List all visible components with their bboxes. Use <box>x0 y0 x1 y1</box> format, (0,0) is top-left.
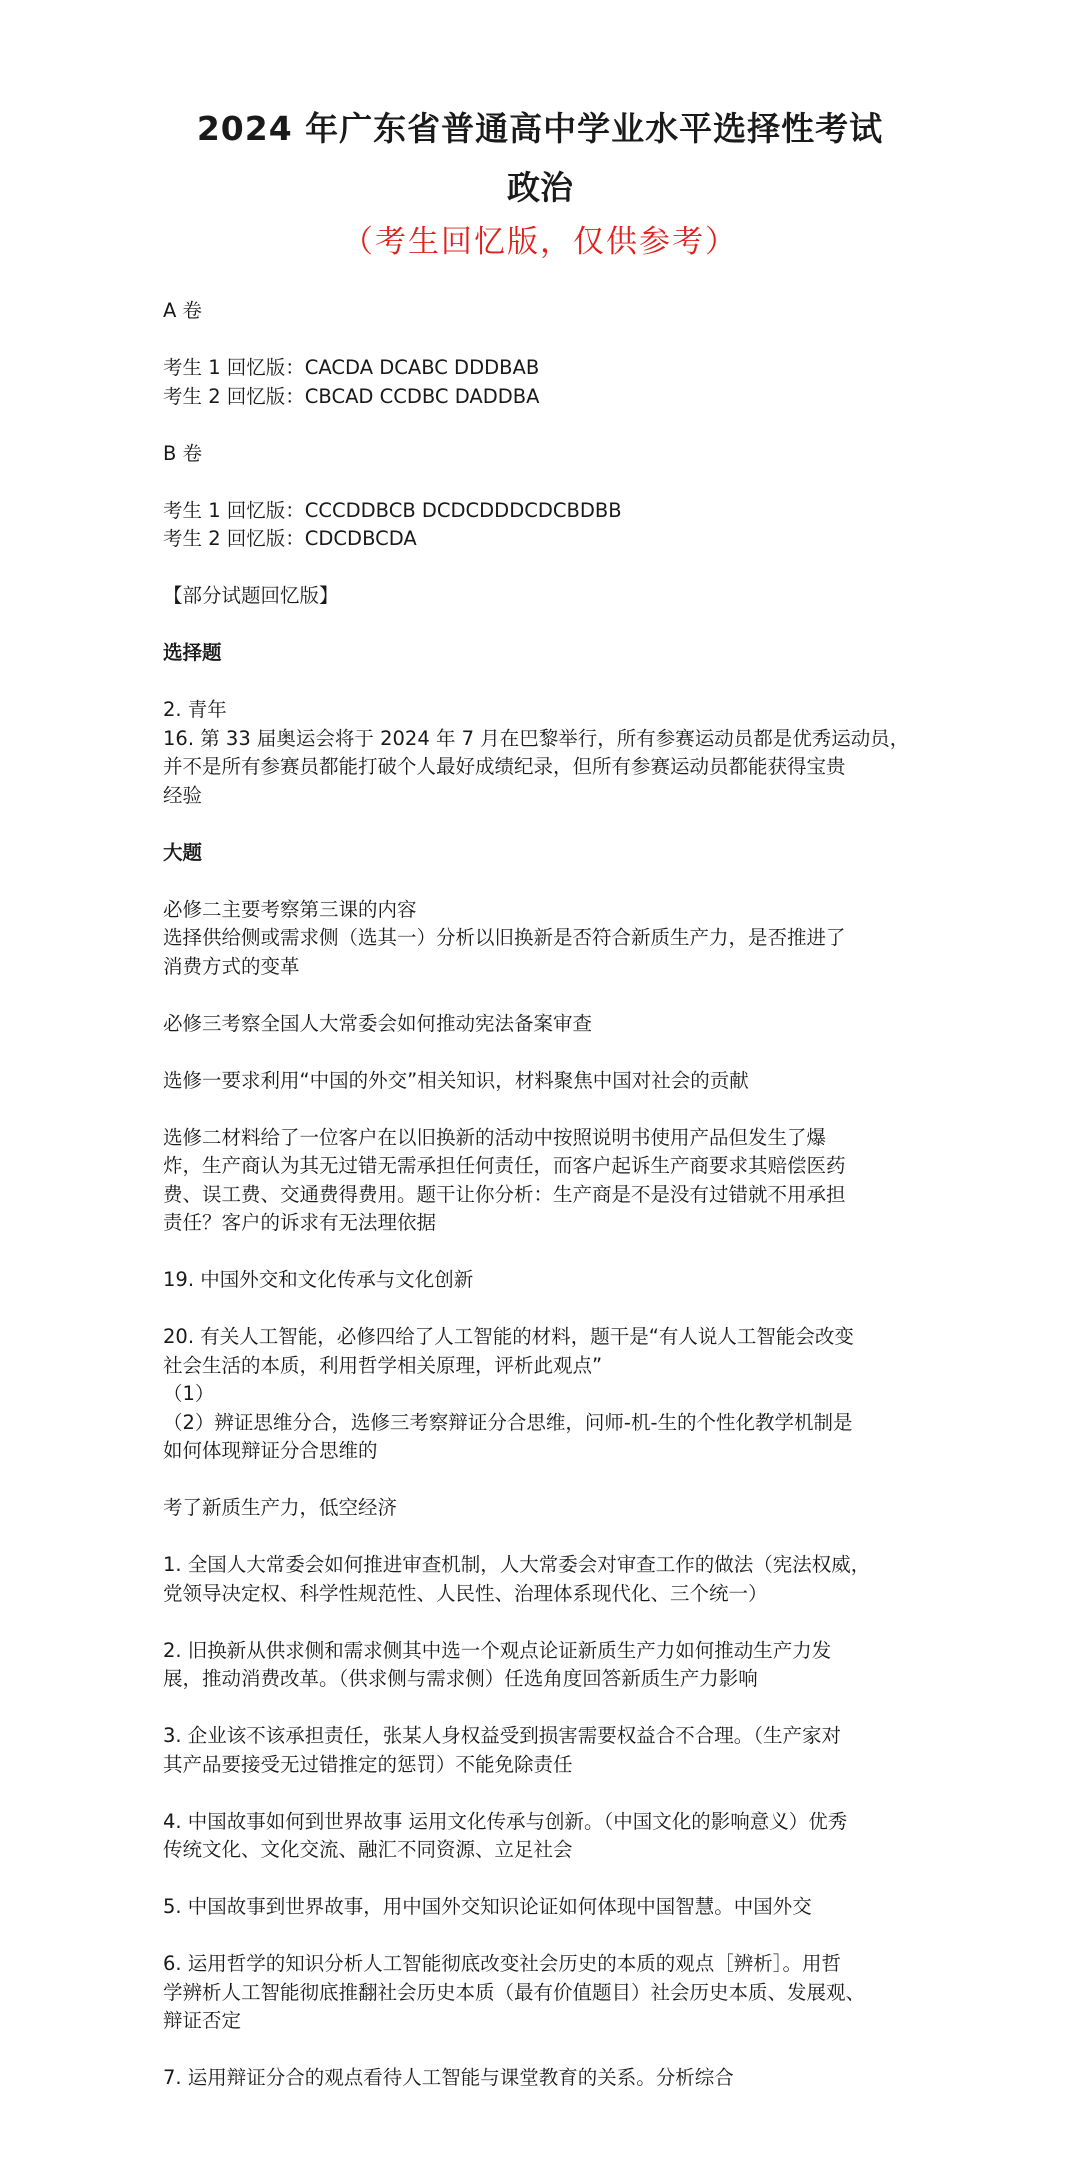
big-p4-line-3: 费、误工费、交通费得费用。题干让你分析：生产商是不是没有过错就不用承担 <box>163 1182 846 1206</box>
big-p1-line-2: 选择供给侧或需求侧（选其一）分析以旧换新是否符合新质生产力，是否推进了 <box>163 926 846 949</box>
paper-b-label: B 卷 <box>163 441 203 465</box>
big-p6-line-2: 社会生活的本质，利用哲学相关原理，评析此观点” <box>163 1353 603 1377</box>
list-item-6-line-3: 辩证否定 <box>163 2009 242 2032</box>
recall-note: （考生回忆版，仅供参考） <box>342 224 738 260</box>
choice-item-16-line-3: 经验 <box>163 783 203 807</box>
big-p4-line-4: 责任？客户的诉求有无法理依据 <box>163 1211 437 1234</box>
page-title: 2024 年广东省普通高中学业水平选择性考试 <box>196 109 884 148</box>
paper-a-answer-2: 考生 2 回忆版：CBCAD CCDBC DADDBA <box>163 384 540 408</box>
list-item-6-line-2: 学辨析人工智能彻底推翻社会历史本质（最有价值题目）社会历史本质、发展观、 <box>163 1980 866 2004</box>
big-question-heading: 大题 <box>163 840 203 864</box>
big-p4-line-1: 选修二材料给了一位客户在以旧换新的活动中按照说明书使用产品但发生了爆 <box>163 1125 827 1149</box>
big-p6-line-3: （1） <box>163 1382 215 1405</box>
big-p5: 19. 中国外交和文化传承与文化创新 <box>163 1268 474 1291</box>
choice-heading: 选择题 <box>163 641 222 664</box>
big-p1-line-1: 必修二主要考察第三课的内容 <box>163 897 417 921</box>
big-p1-line-3: 消费方式的变革 <box>163 954 300 978</box>
choice-item-2: 2. 青年 <box>163 698 227 721</box>
list-item-1-line-1: 1. 全国人大常委会如何推进审查机制，人大常委会对审查工作的做法（宪法权威， <box>163 1553 871 1576</box>
document-body <box>163 297 933 2093</box>
list-item-2-line-2: 展，推动消费改革。（供求侧与需求侧）任选角度回答新质生产力影响 <box>163 1667 758 1690</box>
big-p6-line-1: 20. 有关人工智能，必修四给了人工智能的材料，题干是“有人说人工智能会改变 <box>163 1325 854 1348</box>
recall-heading: 【部分试题回忆版】 <box>163 584 339 607</box>
big-p2: 必修三考察全国人大常委会如何推动宪法备案审查 <box>163 1011 593 1035</box>
big-p6-line-5: 如何体现辩证分合思维的 <box>163 1439 378 1462</box>
list-item-3-line-1: 3. 企业该不该承担责任，张某人身权益受到损害需要权益合不合理。（生产家对 <box>163 1724 842 1747</box>
big-p4-line-2: 炸，生产商认为其无过错无需承担任何责任，而客户起诉生产商要求其赔偿医药 <box>163 1154 846 1177</box>
list-item-2-line-1: 2. 旧换新从供求侧和需求侧其中选一个观点论证新质生产力如何推动生产力发 <box>163 1638 832 1662</box>
list-item-1-line-2: 党领导决定权、科学性规范性、人民性、治理体系现代化、三个统一） <box>163 1581 768 1605</box>
big-p7: 考了新质生产力，低空经济 <box>163 1496 398 1519</box>
big-p6-line-4: （2）辨证思维分合，选修三考察辩证分合思维，问师-机-生的个性化教学机制是 <box>163 1410 853 1434</box>
paper-a-label: A 卷 <box>163 299 203 322</box>
list-item-5: 5. 中国故事到世界故事，用中国外交知识论证如何体现中国智慧。中国外交 <box>163 1895 812 1918</box>
choice-item-16-line-2: 并不是所有参赛员都能打破个人最好成绩纪录，但所有参赛运动员都能获得宝贵 <box>163 755 846 778</box>
list-item-4-line-1: 4. 中国故事如何到世界故事 运用文化传承与创新。（中国文化的影响意义）优秀 <box>163 1809 848 1833</box>
list-item-7: 7. 运用辩证分合的观点看待人工智能与课堂教育的关系。分析综合 <box>163 2066 734 2089</box>
list-item-3-line-2: 其产品要接受无过错推定的惩罚）不能免除责任 <box>163 1752 573 1776</box>
big-p3: 选修一要求利用“中国的外交”相关知识，材料聚焦中国对社会的贡献 <box>163 1068 749 1092</box>
list-item-4-line-2: 传统文化、文化交流、融汇不同资源、立足社会 <box>163 1838 573 1861</box>
paper-b-answer-2: 考生 2 回忆版：CDCDBCDA <box>163 527 417 550</box>
list-item-6-line-1: 6. 运用哲学的知识分析人工智能彻底改变社会历史的本质的观点［辨析］。用哲 <box>163 1952 842 1975</box>
paper-a-answer-1: 考生 1 回忆版：CACDA DCABC DDDBAB <box>163 356 540 379</box>
choice-item-16-line-1: 16. 第 33 届奥运会将于 2024 年 7 月在巴黎举行，所有参赛运动员都是优秀运动员， <box>163 726 910 750</box>
paper-b-answer-1: 考生 1 回忆版：CCCDDBCB DCDCDDDCDCBDBB <box>163 498 622 522</box>
subject-title: 政治 <box>507 168 573 207</box>
